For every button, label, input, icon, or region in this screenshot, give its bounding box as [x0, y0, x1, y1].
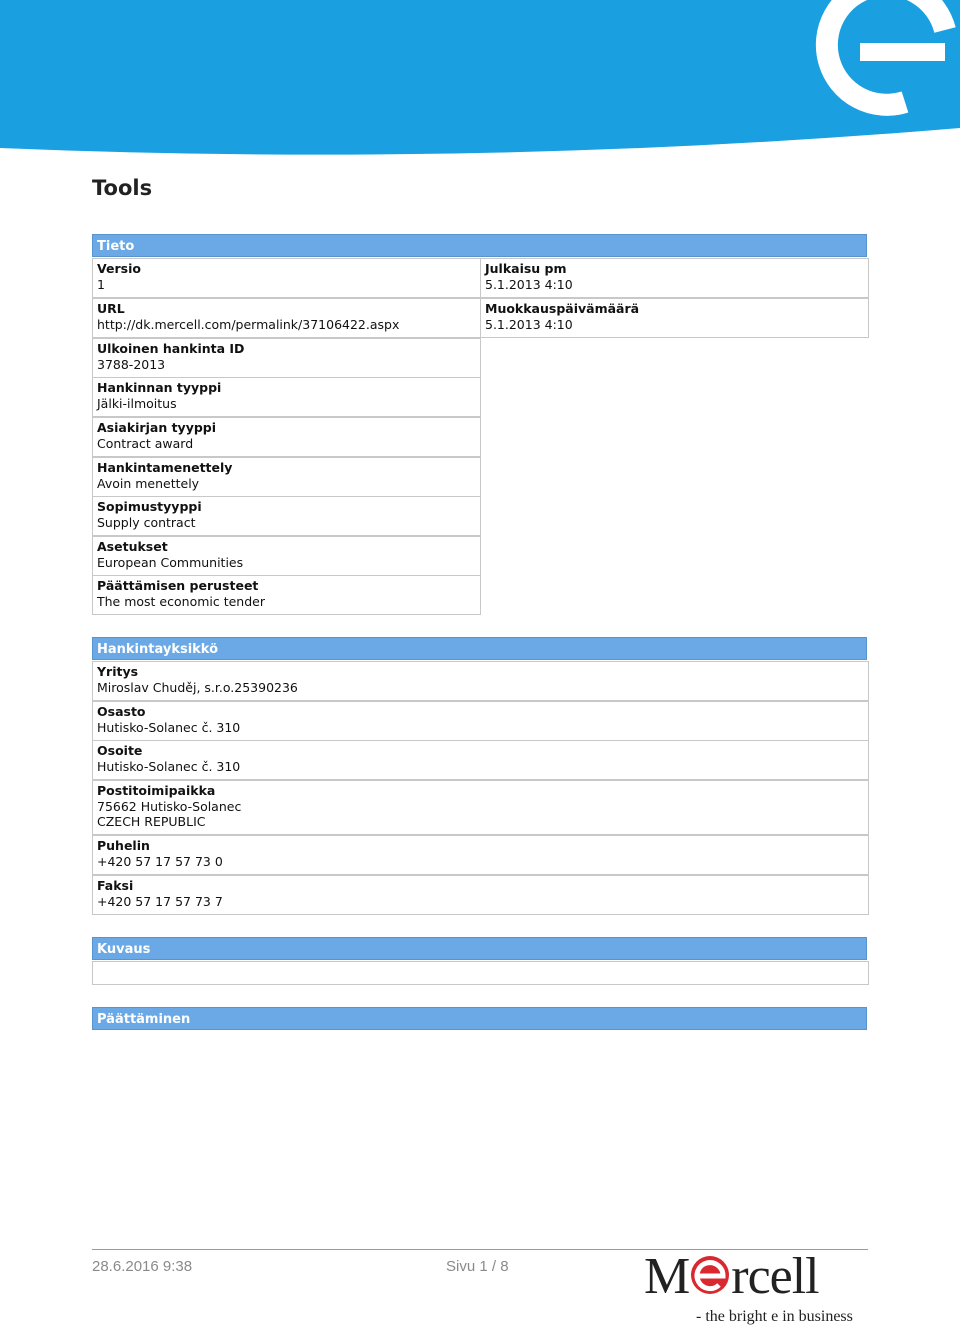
field-ulkoinen-hankinta-id: Ulkoinen hankinta ID 3788-2013	[92, 338, 481, 378]
field-versio: Versio 1	[92, 258, 481, 298]
field-osoite: Osoite Hutisko-Solanec č. 310	[92, 740, 869, 780]
footer-timestamp: 28.6.2016 9:38	[92, 1258, 193, 1275]
mercell-logo: M rcell	[644, 1248, 819, 1305]
page-title: Tools	[92, 176, 153, 200]
field-yritys: Yritys Miroslav Chuděj, s.r.o.25390236	[92, 661, 869, 701]
footer-page-number: Sivu 1 / 8	[446, 1258, 509, 1275]
field-sopimustyyppi: Sopimustyyppi Supply contract	[92, 496, 481, 536]
kuvaus-content	[92, 961, 869, 985]
logo-e-icon	[690, 1255, 730, 1295]
field-hankinnan-tyyppi: Hankinnan tyyppi Jälki-ilmoitus	[92, 377, 481, 417]
field-faksi: Faksi +420 57 17 57 73 7	[92, 875, 869, 915]
field-postitoimipaikka: Postitoimipaikka 75662 Hutisko-Solanec CZECH REPUBLIC	[92, 780, 869, 835]
header-banner	[0, 0, 960, 162]
field-paattamisen-perusteet: Päättämisen perusteet The most economic tender	[92, 575, 481, 615]
logo-tagline: - the bright e in business	[696, 1308, 853, 1325]
field-asiakirjan-tyyppi: Asiakirjan tyyppi Contract award	[92, 417, 481, 457]
section-header-hankintayksikko: Hankintayksikkö	[92, 637, 867, 660]
field-muokkauspaivamaara: Muokkauspäivämäärä 5.1.2013 4:10	[480, 298, 869, 338]
section-header-paattaminen: Päättäminen	[92, 1007, 867, 1030]
section-header-tieto: Tieto	[92, 234, 867, 257]
field-puhelin: Puhelin +420 57 17 57 73 0	[92, 835, 869, 875]
field-julkaisu-pm: Julkaisu pm 5.1.2013 4:10	[480, 258, 869, 298]
section-header-kuvaus: Kuvaus	[92, 937, 867, 960]
field-asetukset: Asetukset European Communities	[92, 536, 481, 576]
field-osasto: Osasto Hutisko-Solanec č. 310	[92, 701, 869, 741]
field-url: URL http://dk.mercell.com/permalink/37106422.aspx	[92, 298, 481, 338]
field-hankintamenettely: Hankintamenettely Avoin menettely	[92, 457, 481, 497]
url-link[interactable]: http://dk.mercell.com/permalink/37106422.aspx	[97, 316, 400, 332]
